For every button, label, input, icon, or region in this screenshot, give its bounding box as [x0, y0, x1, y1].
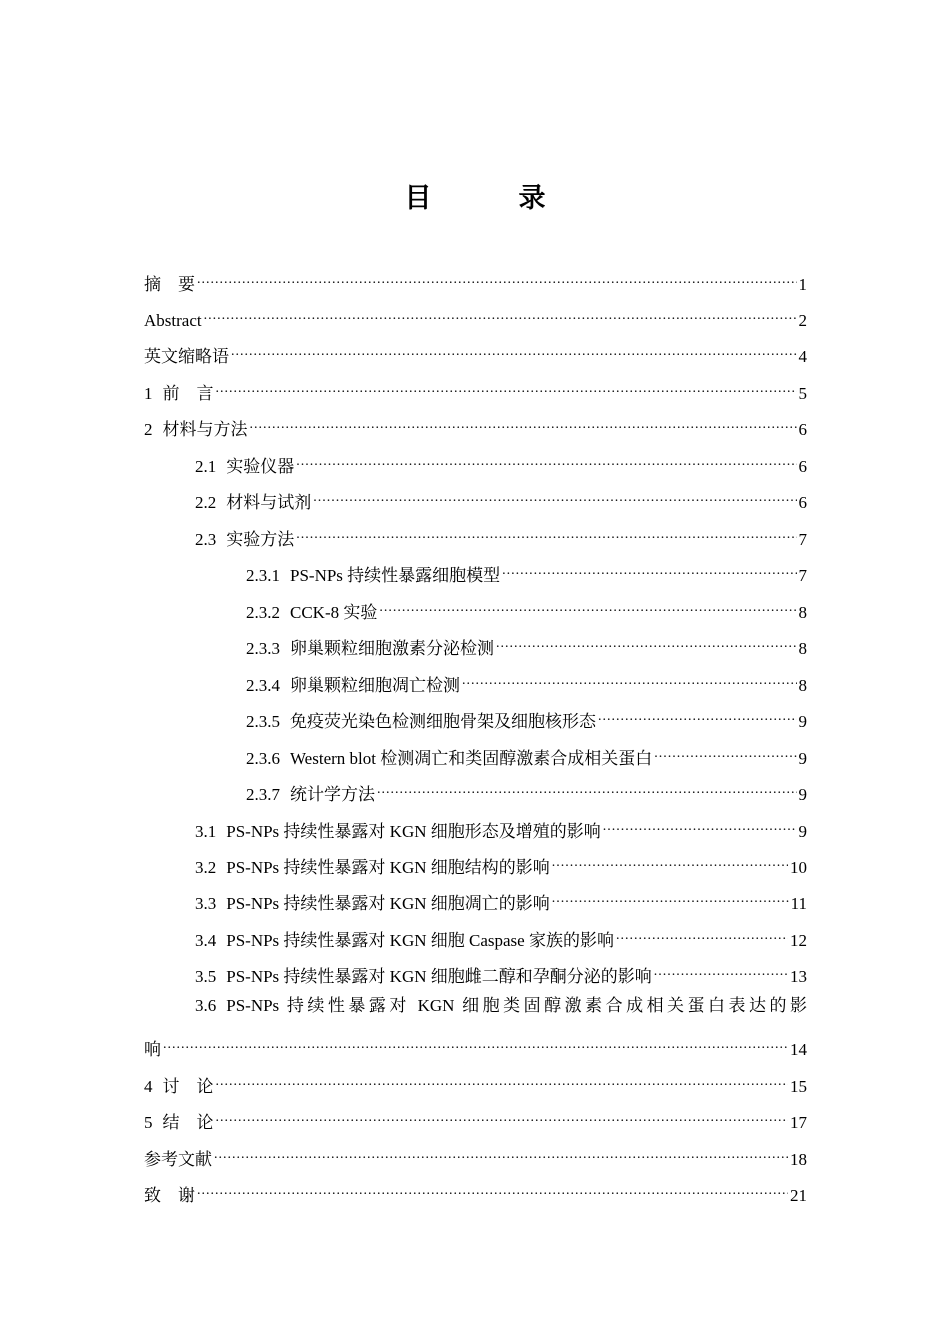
toc-label: 参考文献	[144, 1150, 212, 1169]
page-title: 目 录	[404, 183, 576, 214]
toc-number: 2.3.6	[246, 749, 280, 768]
dot-leader	[603, 811, 797, 837]
dot-leader	[462, 665, 797, 691]
dot-leader	[598, 701, 797, 727]
toc-page: 8	[798, 639, 807, 658]
toc-number: 1	[144, 384, 153, 403]
toc-page: 9	[798, 822, 807, 841]
toc-label: 材料与方法	[162, 420, 248, 439]
toc-number: 5	[144, 1113, 153, 1132]
toc-label: PS-NPs 持续性暴露对 KGN 细胞凋亡的影响	[226, 894, 550, 913]
dot-leader	[296, 519, 796, 545]
toc-entry-acknowledgements[interactable]	[144, 1175, 807, 1205]
toc-entry-4[interactable]	[144, 1066, 807, 1096]
toc-number: 3.4	[195, 931, 217, 950]
toc-page: 21	[790, 1186, 807, 1205]
dot-leader	[231, 336, 797, 362]
toc-page: 6	[798, 457, 807, 476]
toc-entry-2-3-7[interactable]	[246, 774, 807, 804]
toc-entry-references[interactable]	[144, 1139, 807, 1169]
toc-page: 18	[790, 1150, 807, 1169]
toc-page: 4	[798, 347, 807, 366]
toc-number: 4	[144, 1077, 153, 1096]
toc-entry-2-3-3[interactable]	[246, 628, 807, 658]
toc-entry-1[interactable]	[144, 373, 807, 403]
toc-label: PS-NPs 持续性暴露细胞模型	[290, 566, 501, 585]
dot-leader	[616, 920, 788, 946]
toc-label: 统计学方法	[290, 785, 375, 804]
toc-entry-2[interactable]	[144, 409, 807, 439]
dot-leader	[296, 446, 796, 472]
toc-label: 英文缩略语	[144, 347, 229, 366]
toc-label: 前 言	[162, 384, 214, 403]
toc-page: 8	[798, 676, 807, 695]
toc-page: 6	[798, 493, 807, 512]
toc-entry-2-3-4[interactable]	[246, 665, 807, 695]
toc-label: 摘 要	[144, 275, 195, 294]
toc-page: 6	[798, 420, 807, 439]
dot-leader	[379, 592, 796, 618]
toc-label: PS-NPs 持续性暴露对 KGN 细胞类固醇激素合成相关蛋白表达的影	[226, 996, 807, 1015]
toc-label: PS-NPs 持续性暴露对 KGN 细胞雌二醇和孕酮分泌的影响	[226, 967, 652, 986]
toc-number: 3.3	[195, 894, 217, 913]
dot-leader	[502, 555, 796, 581]
toc-page: 8	[798, 603, 807, 622]
toc-label: PS-NPs 持续性暴露对 KGN 细胞结构的影响	[226, 858, 550, 877]
toc-number: 3.2	[195, 858, 217, 877]
toc-entry-2-3-2[interactable]	[246, 592, 807, 622]
toc-entry-3-6-line2[interactable]	[144, 1029, 807, 1059]
toc-number: 3.1	[195, 822, 217, 841]
dot-leader	[654, 956, 788, 982]
toc-entry-3-5[interactable]	[195, 956, 807, 986]
toc-page: 7	[798, 530, 807, 549]
dot-leader	[204, 300, 797, 326]
toc-number: 2.3.2	[246, 603, 280, 622]
toc-entry-3-4[interactable]	[195, 920, 807, 950]
toc-page: 9	[798, 712, 807, 731]
toc-number: 2.3.3	[246, 639, 280, 658]
dot-leader	[313, 482, 796, 508]
toc-number: 2.3.5	[246, 712, 280, 731]
toc-page: 15	[790, 1077, 807, 1096]
toc-page: 10	[790, 858, 807, 877]
toc-number: 2.3.4	[246, 676, 280, 695]
toc-page: 9	[798, 749, 807, 768]
dot-leader	[552, 883, 789, 909]
toc-page: 13	[790, 967, 807, 986]
toc-entry-2-3-5[interactable]	[246, 701, 807, 731]
dot-leader	[216, 1102, 789, 1128]
toc-label: 致 谢	[144, 1186, 195, 1205]
toc-label: Western blot 检测凋亡和类固醇激素合成相关蛋白	[290, 749, 653, 768]
toc-label: 讨 论	[162, 1077, 214, 1096]
toc-page: 1	[798, 275, 807, 294]
toc-page: 7	[798, 566, 807, 585]
toc-entry-3-2[interactable]	[195, 847, 807, 877]
toc-label: 实验仪器	[226, 457, 295, 476]
dot-leader	[216, 373, 797, 399]
dot-leader	[163, 1029, 788, 1055]
toc-number: 2.1	[195, 457, 217, 476]
toc-page: 11	[790, 894, 807, 913]
toc-number: 2.2	[195, 493, 217, 512]
dot-leader	[377, 774, 797, 800]
toc-entry-2-3[interactable]	[195, 519, 807, 549]
toc-label: CCK-8 实验	[290, 603, 378, 622]
toc-entry-2-1[interactable]	[195, 446, 807, 476]
toc-page: 9	[798, 785, 807, 804]
toc-entry-2-3-1[interactable]	[246, 555, 807, 585]
toc-page: 2	[798, 311, 807, 330]
dot-leader	[214, 1139, 788, 1165]
toc-label: PS-NPs 持续性暴露对 KGN 细胞形态及增殖的影响	[226, 822, 601, 841]
toc-page: 17	[790, 1113, 807, 1132]
toc-number: 2.3.1	[246, 566, 280, 585]
toc-entry-2-2[interactable]	[195, 482, 807, 512]
toc-label: 卵巢颗粒细胞凋亡检测	[290, 676, 460, 695]
toc-entry-abstract-en[interactable]	[144, 300, 807, 330]
toc-number: 3.6	[195, 996, 217, 1015]
toc-entry-2-3-6[interactable]	[246, 738, 807, 768]
toc-entry-abbreviations[interactable]	[144, 336, 807, 366]
toc-label: 结 论	[162, 1113, 214, 1132]
dot-leader	[496, 628, 797, 654]
toc-page: 12	[790, 931, 807, 950]
toc-label: 材料与试剂	[226, 493, 312, 512]
toc-page: 5	[798, 384, 807, 403]
dot-leader	[197, 264, 797, 290]
toc-label: 实验方法	[226, 530, 295, 549]
dot-leader	[216, 1066, 789, 1092]
toc-label: 免疫荧光染色检测细胞骨架及细胞核形态	[290, 712, 596, 731]
toc-number: 3.5	[195, 967, 217, 986]
toc-number: 2.3	[195, 530, 217, 549]
toc-entry-abstract-cn[interactable]	[144, 264, 807, 294]
dot-leader	[654, 738, 796, 764]
toc-page: 14	[790, 1040, 807, 1059]
toc-entry-3-1[interactable]	[195, 811, 807, 841]
toc-label: 卵巢颗粒细胞激素分泌检测	[290, 639, 494, 658]
dot-leader	[197, 1175, 788, 1201]
dot-leader	[250, 409, 797, 435]
toc-number: 2.3.7	[246, 785, 280, 804]
toc-entry-3-3[interactable]	[195, 883, 807, 913]
dot-leader	[552, 847, 788, 873]
toc-label: Abstract	[144, 311, 202, 330]
toc-entry-3-6-line1[interactable]	[195, 993, 807, 1019]
toc-entry-5[interactable]	[144, 1102, 807, 1132]
toc-number: 2	[144, 420, 153, 439]
toc-label: PS-NPs 持续性暴露对 KGN 细胞 Caspase 家族的影响	[226, 931, 614, 950]
toc-label-continued: 响	[144, 1040, 161, 1059]
